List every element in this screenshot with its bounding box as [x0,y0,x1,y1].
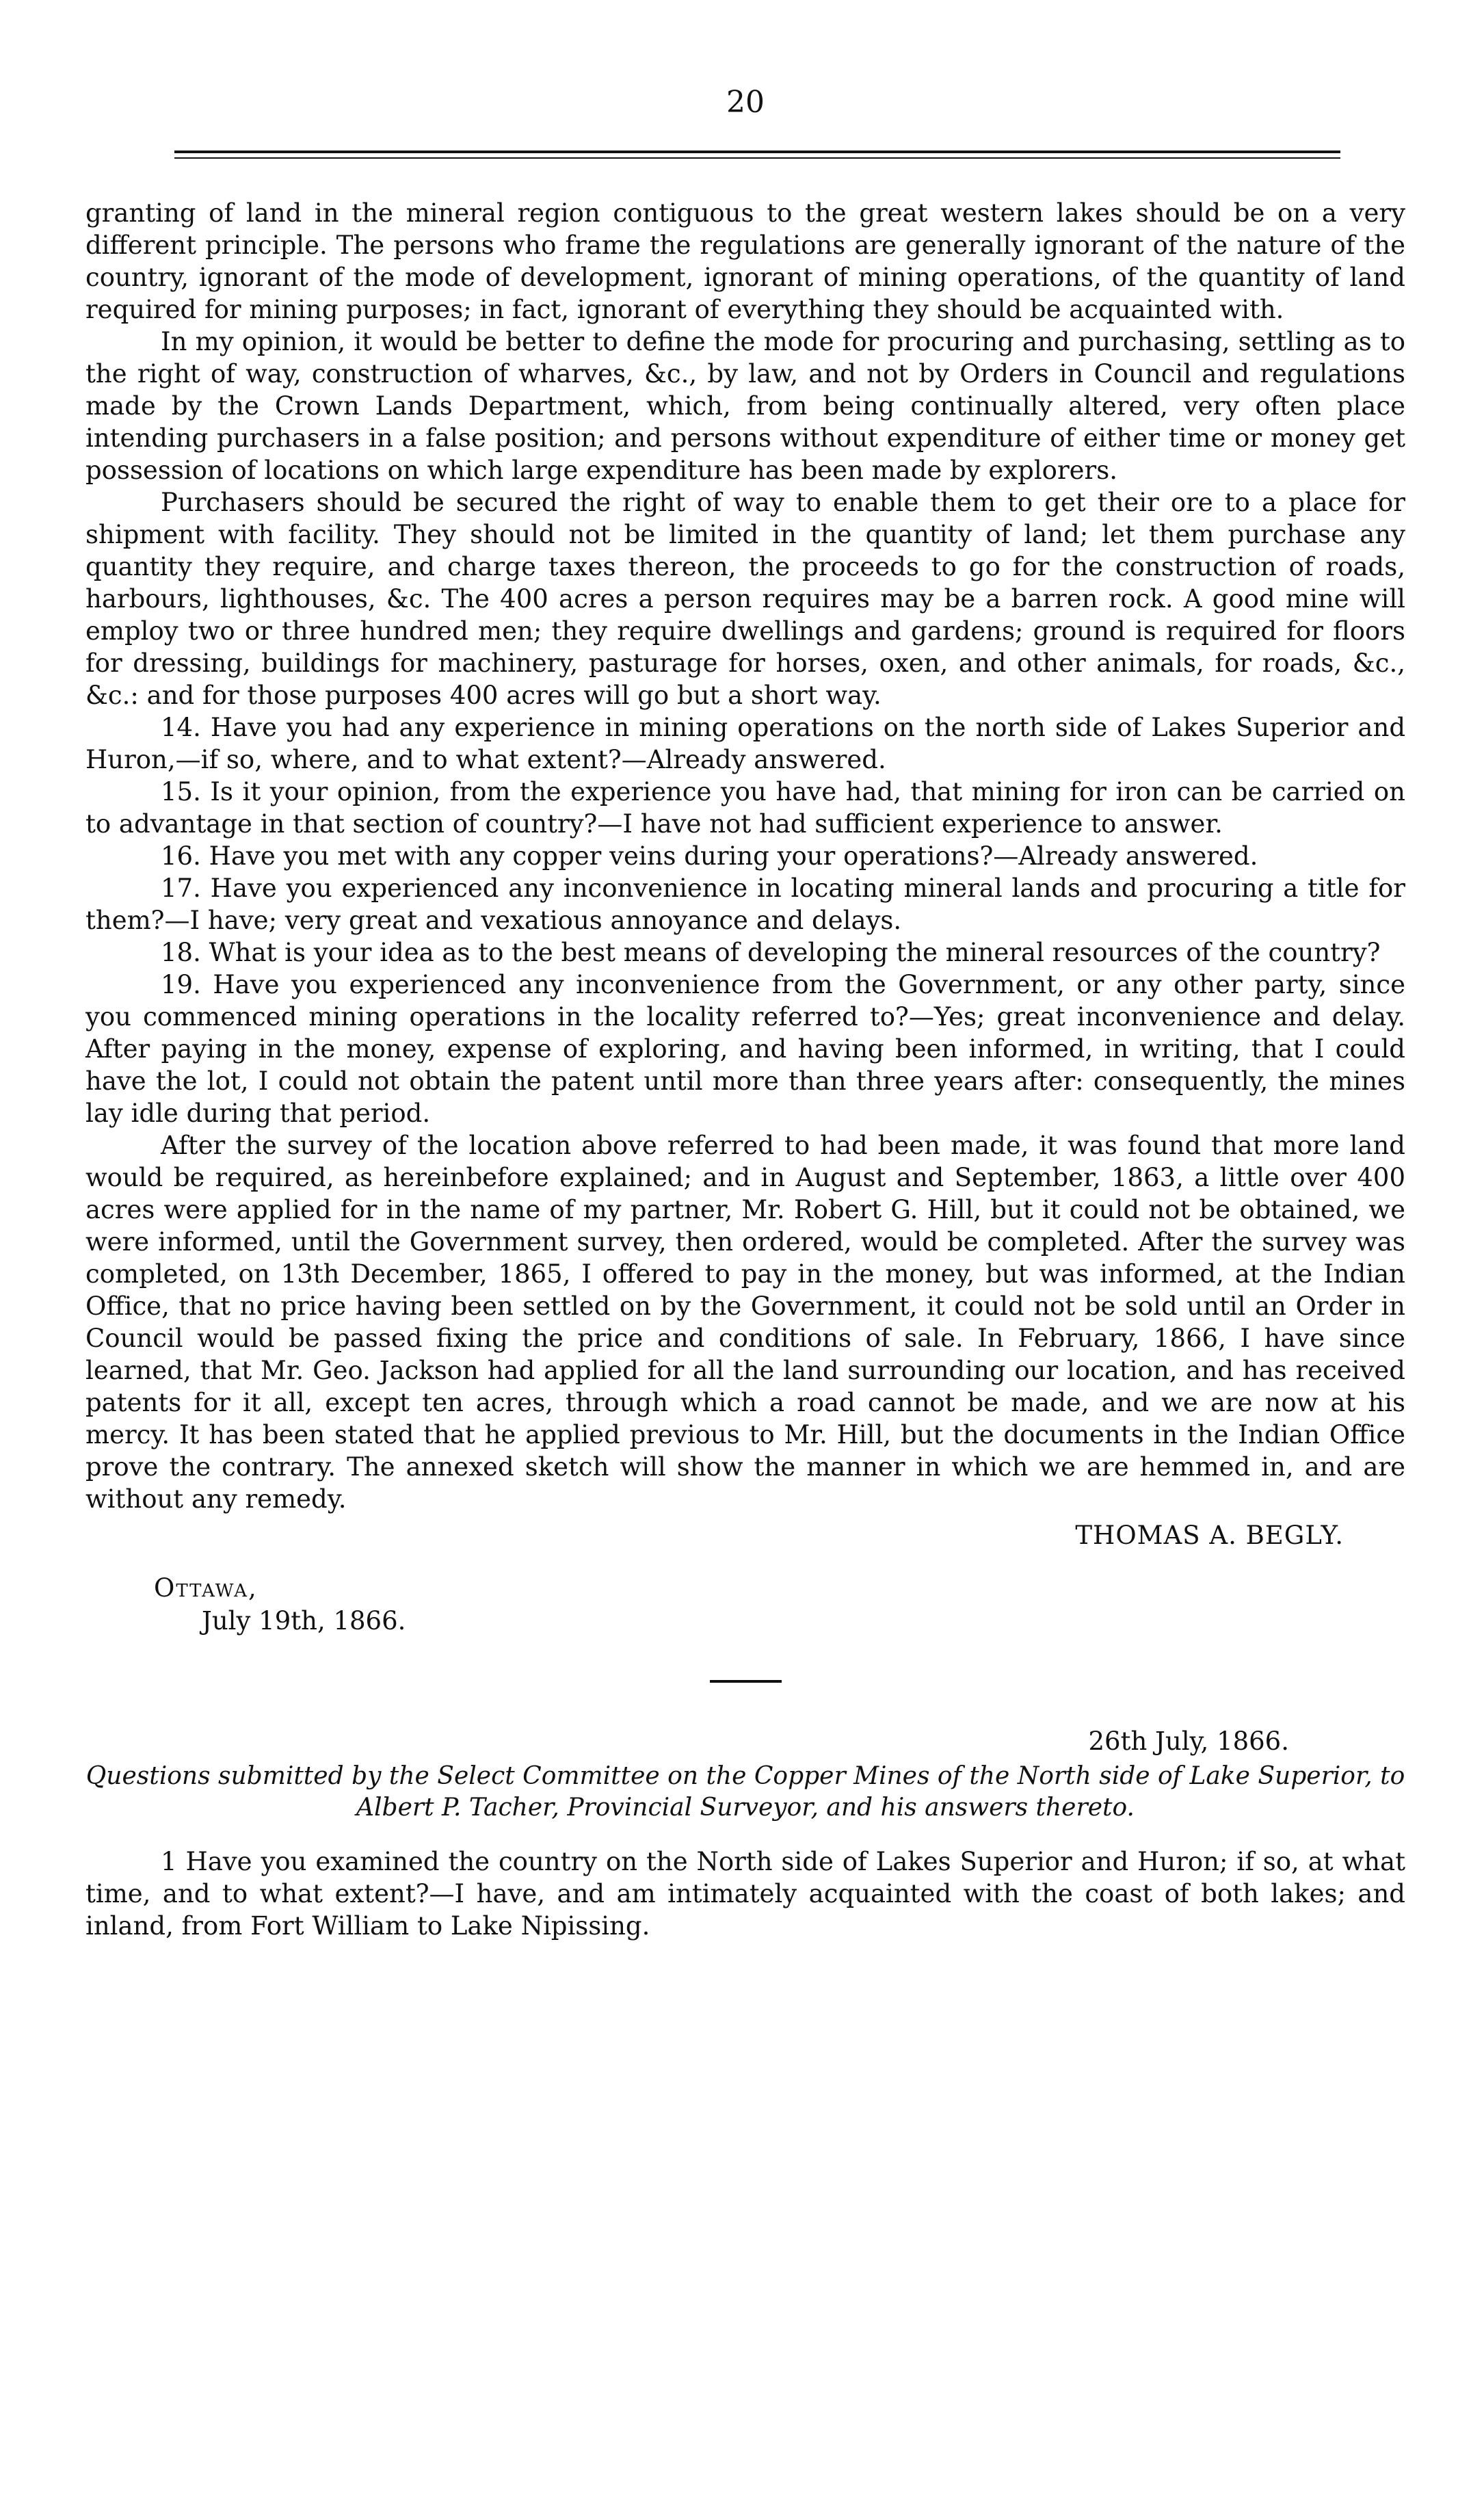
paragraph: Purchasers should be secured the right of way to enable them to get their ore to a place for shipment with facility. They should not be limited in the quantity of land; let them purchase any quantity they require, and charge taxes thereon, the proceeds to go for the construction of roads, harbours, lighthouses, &c. The 400 acres a person requires may be a barren rock. A good mine will employ two or three hundred men; they require dwellings and gardens; ground is required for floors for dressing, buildings for machinery, pasturage for horses, oxen, and other animals, for roads, &c., &c.: and for those purposes 400 acres will go but a short way. [85,488,1405,710]
place: Ottawa, [154,1573,258,1603]
page-number: 20 [726,85,765,120]
signature: THOMAS A. BEGLY. [1075,1521,1344,1550]
question-19: 19. Have you experienced any inconvenience from the Government, or any other party, since you commenced mining operations in the locality referred to?—Yes; great inconvenience and delay. After paying in the money, expense of exploring, and having been informed, in writing, that I could have the lot, I could not obtain the patent until more than three years after: consequently, the mines lay idle during that period. [85,970,1405,1128]
question-14: 14. Have you had any experience in mining operations on the north side of Lakes Superior and Huron,—if so, where, and to what extent?—Already answered. [85,713,1405,774]
question-15: 15. Is it your opinion, from the experience you have had, that mining for iron can be carried on to advantage in that section of country?—I have not had sufficient experience to answer. [85,777,1405,839]
paragraph: granting of land in the mineral region contiguous to the great western lakes should be on a very different principle. The persons who frame the regulations are generally ignorant of the nature of the country, ignorant of the mode of development, ignorant of mining operations, of the quantity of land required for mining purposes; in fact, ignorant of everything they should be acquainted with. [85,198,1405,324]
paragraph: In my opinion, it would be better to define the mode for procuring and purchasing, settling as to the right of way, construction of wharves, &c., by law, and not by Orders in Council and regulations made by the Crown Lands Department, which, from being continually altered, very often place intending purchasers in a false position; and persons without expenditure of either time or money get possession of locations on which large expenditure has been made by explorers. [85,327,1405,485]
testimony-body [85,197,1405,1515]
document-page [85,82,1405,1942]
section-date: 26th July, 1866. [1088,1727,1289,1756]
section-heading: Questions submitted by the Select Committee on the Copper Mines of the North side of Lake Superior, to Albert P. Tacher, Provincial Surveyor, and his answers thereto. [85,1762,1405,1822]
place-date: July 19th, 1866. [202,1606,406,1636]
question-16: 16. Have you met with any copper veins during your operations?—Already answered. [161,841,1258,871]
header-double-rule [174,150,1340,159]
paragraph: After the survey of the location above referred to had been made, it was found that more land would be required, as hereinbefore explained; and in August and September, 1863, a little over 400 acres were applied for in the name of my partner, Mr. Robert G. Hill, but it could not be obtained, we were informed, until the Government survey, then ordered, would be completed. After the survey was completed, on 13th December, 1865, I offered to pay in the money, but was informed, at the Indian Office, that no price having been settled on by the Government, it could not be sold until an Order in Council would be passed fixing the price and conditions of sale. In February, 1866, I have since learned, that Mr. Geo. Jackson had applied for all the land surrounding our location, and has received patents for it all, except ten acres, through which a road cannot be made, and we are now at his mercy. It has been stated that he applied previous to Mr. Hill, but the documents in the Indian Office prove the contrary. The annexed sketch will show the manner in which we are hemmed in, and are without any remedy. [85,1131,1405,1514]
question-18: 18. What is your idea as to the best means of developing the mineral resources of the country? [161,938,1381,967]
question-1: 1 Have you examined the country on the North side of Lakes Superior and Huron; if so, at what time, and to what extent?—I have, and am intimately acquainted with the coast of both lakes; and inland, from Fort William to Lake Nipissing. [85,1847,1405,1941]
section-divider [710,1680,782,1683]
answer-body [85,1846,1405,1942]
question-17: 17. Have you experienced any inconvenience in locating mineral lands and procuring a title for them?—I have; very great and vexatious annoyance and delays. [85,874,1405,935]
